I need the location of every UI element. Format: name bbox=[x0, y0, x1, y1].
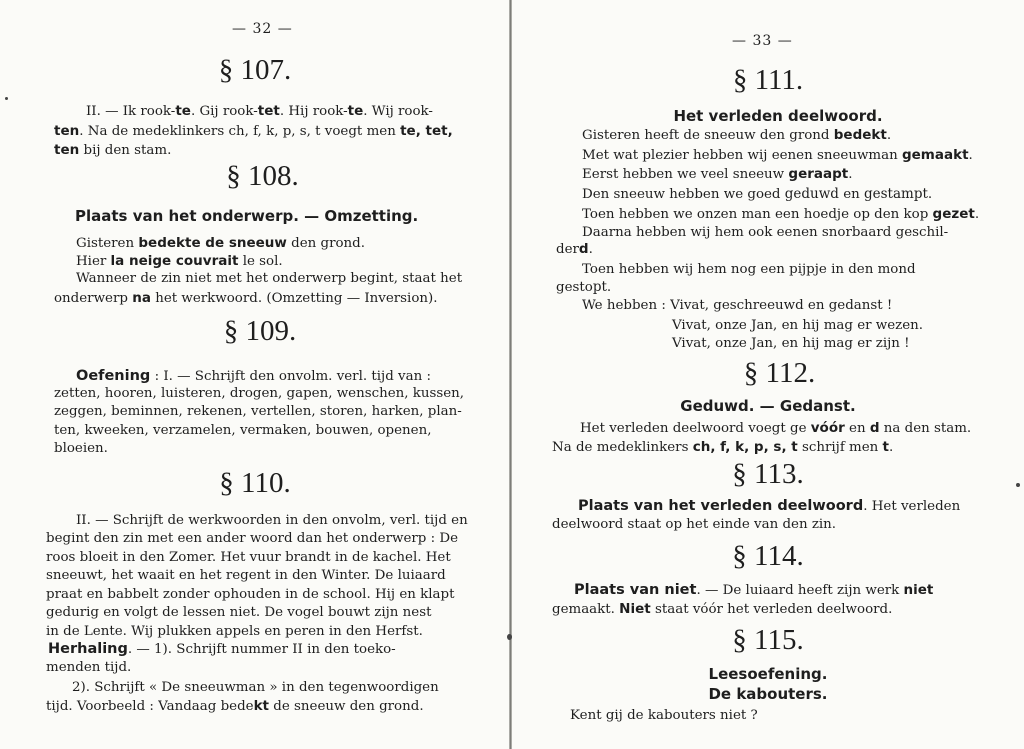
s111-line-2: Met wat plezier hebben wij eenen sneeuwman gemaakt. bbox=[582, 147, 973, 163]
left-page bbox=[0, 0, 510, 749]
s109-line-2: zetten, hooren, luisteren, drogen, gapen, wenschen, kussen, bbox=[54, 386, 465, 401]
section-108-title: § 108. bbox=[226, 160, 299, 192]
s111-line-9: gestopt. bbox=[556, 279, 612, 295]
section-113-title: § 113. bbox=[732, 458, 804, 490]
s113-line-2: deelwoord staat op het einde van den zin. bbox=[552, 517, 837, 532]
scan-speck bbox=[5, 97, 8, 100]
s115-heading-2: De kabouters. bbox=[708, 685, 828, 703]
s110-line-9: menden tijd. bbox=[46, 660, 132, 675]
section-115-title: § 115. bbox=[732, 624, 804, 656]
s110-line-7: in de Lente. Wij plukken appels en peren in den Herfst. bbox=[46, 624, 423, 639]
s111-line-1: Gisteren heeft de sneeuw den grond bedekt. bbox=[582, 127, 892, 143]
s108-heading: Plaats van het onderwerp. — Omzetting. bbox=[75, 207, 419, 225]
s109-line-1: Oefening : I. — Schrijft den onvolm. verl. tijd van : bbox=[76, 368, 431, 384]
s110-line-4: sneeuwt, het waait en het regent in den Winter. De luiaard bbox=[46, 568, 446, 583]
s111-line-3: Eerst hebben we veel sneeuw geraapt. bbox=[582, 166, 853, 182]
s111-line-10: We hebben : Vivat, geschreeuwd en gedanst ! bbox=[582, 298, 893, 313]
s109-line-3: zeggen, beminnen, rekenen, vertellen, storen, harken, plan- bbox=[54, 404, 462, 419]
s110-line-11: tijd. Voorbeeld : Vandaag bedekt de sneeuw den grond. bbox=[46, 698, 424, 714]
s110-line-8: Herhaling. — 1). Schrijft nummer II in den toeko- bbox=[48, 641, 396, 657]
s111-line-7: derd. bbox=[556, 241, 593, 257]
section-111-title: § 111. bbox=[732, 64, 804, 96]
s112-heading: Geduwd. — Gedanst. bbox=[680, 397, 856, 415]
s110-line-10: 2). Schrijft « De sneeuwman » in den tegenwoordigen bbox=[72, 680, 439, 695]
s112-line-1: Het verleden deelwoord voegt ge vóór en d na den stam. bbox=[580, 420, 972, 436]
s115-heading-1: Leesoefening. bbox=[708, 665, 828, 683]
scan-speck bbox=[1016, 483, 1020, 487]
s110-line-5: praat en babbelt zonder ophouden in de school. Hij en klapt bbox=[46, 587, 455, 602]
s111-line-11: Vivat, onze Jan, en hij mag er wezen. bbox=[672, 318, 924, 333]
s110-line-3: roos bloeit in den Zomer. Het vuur brandt in de kachel. Het bbox=[46, 550, 451, 565]
section-110-title: § 110. bbox=[219, 467, 291, 499]
s108-line-1: Gisteren bedekte de sneeuw den grond. bbox=[76, 235, 365, 251]
section-112-title: § 112. bbox=[743, 357, 816, 389]
s111-line-5: Toen hebben we onzen man een hoedje op den kop gezet. bbox=[582, 206, 980, 222]
s111-line-12: Vivat, onze Jan, en hij mag er zijn ! bbox=[672, 336, 910, 351]
section-107-title: § 107. bbox=[218, 54, 292, 86]
s108-line-2: Hier la neige couvrait le sol. bbox=[76, 253, 283, 269]
s115-line-1: Kent gij de kabouters niet ? bbox=[570, 708, 758, 723]
s111-line-4: Den sneeuw hebben we goed geduwd en gestampt. bbox=[582, 186, 933, 202]
s107-line-2: ten. Na de medeklinkers ch, f, k, p, s, t voegt men te, tet, bbox=[54, 123, 453, 139]
scan-speck bbox=[507, 634, 512, 640]
s114-line-1: Plaats van niet. — De luiaard heeft zijn werk niet bbox=[574, 582, 934, 598]
s110-line-1: II. — Schrijft de werkwoorden in den onvolm, verl. tijd en bbox=[76, 513, 468, 528]
s107-line-3: ten bij den stam. bbox=[54, 142, 172, 158]
s110-line-2: begint den zin met een ander woord dan het onderwerp : De bbox=[46, 531, 459, 546]
s114-line-2: gemaakt. Niet staat vóór het verleden deelwoord. bbox=[552, 601, 893, 617]
right-page bbox=[512, 0, 1024, 749]
s111-heading: Het verleden deelwoord. bbox=[673, 107, 883, 125]
s113-line-1: Plaats van het verleden deelwoord. Het verleden bbox=[578, 498, 961, 514]
s110-line-6: gedurig en volgt de lessen niet. De vogel bouwt zijn nest bbox=[46, 605, 432, 620]
s111-line-8: Toen hebben wij hem nog een pijpje in den mond bbox=[582, 262, 916, 277]
s108-line-3: Wanneer de zin niet met het onderwerp begint, staat het bbox=[76, 271, 463, 286]
page-number-right: — 33 — bbox=[732, 33, 793, 49]
section-109-title: § 109. bbox=[223, 315, 297, 347]
s109-line-4: ten, kweeken, verzamelen, vermaken, bouwen, openen, bbox=[54, 423, 432, 438]
page-number-left: — 32 — bbox=[232, 21, 293, 37]
s108-line-4: onderwerp na het werkwoord. (Omzetting — Inversion). bbox=[54, 290, 438, 306]
s109-line-5: bloeien. bbox=[54, 441, 108, 456]
s111-line-6: Daarna hebben wij hem ook eenen snorbaard geschil- bbox=[582, 225, 949, 240]
section-114-title: § 114. bbox=[732, 540, 804, 572]
s107-line-1: II. — Ik rook-te. Gij rook-tet. Hij rook-te. Wij rook- bbox=[86, 103, 433, 119]
s112-line-2: Na de medeklinkers ch, f, k, p, s, t schrijf men t. bbox=[552, 439, 894, 455]
